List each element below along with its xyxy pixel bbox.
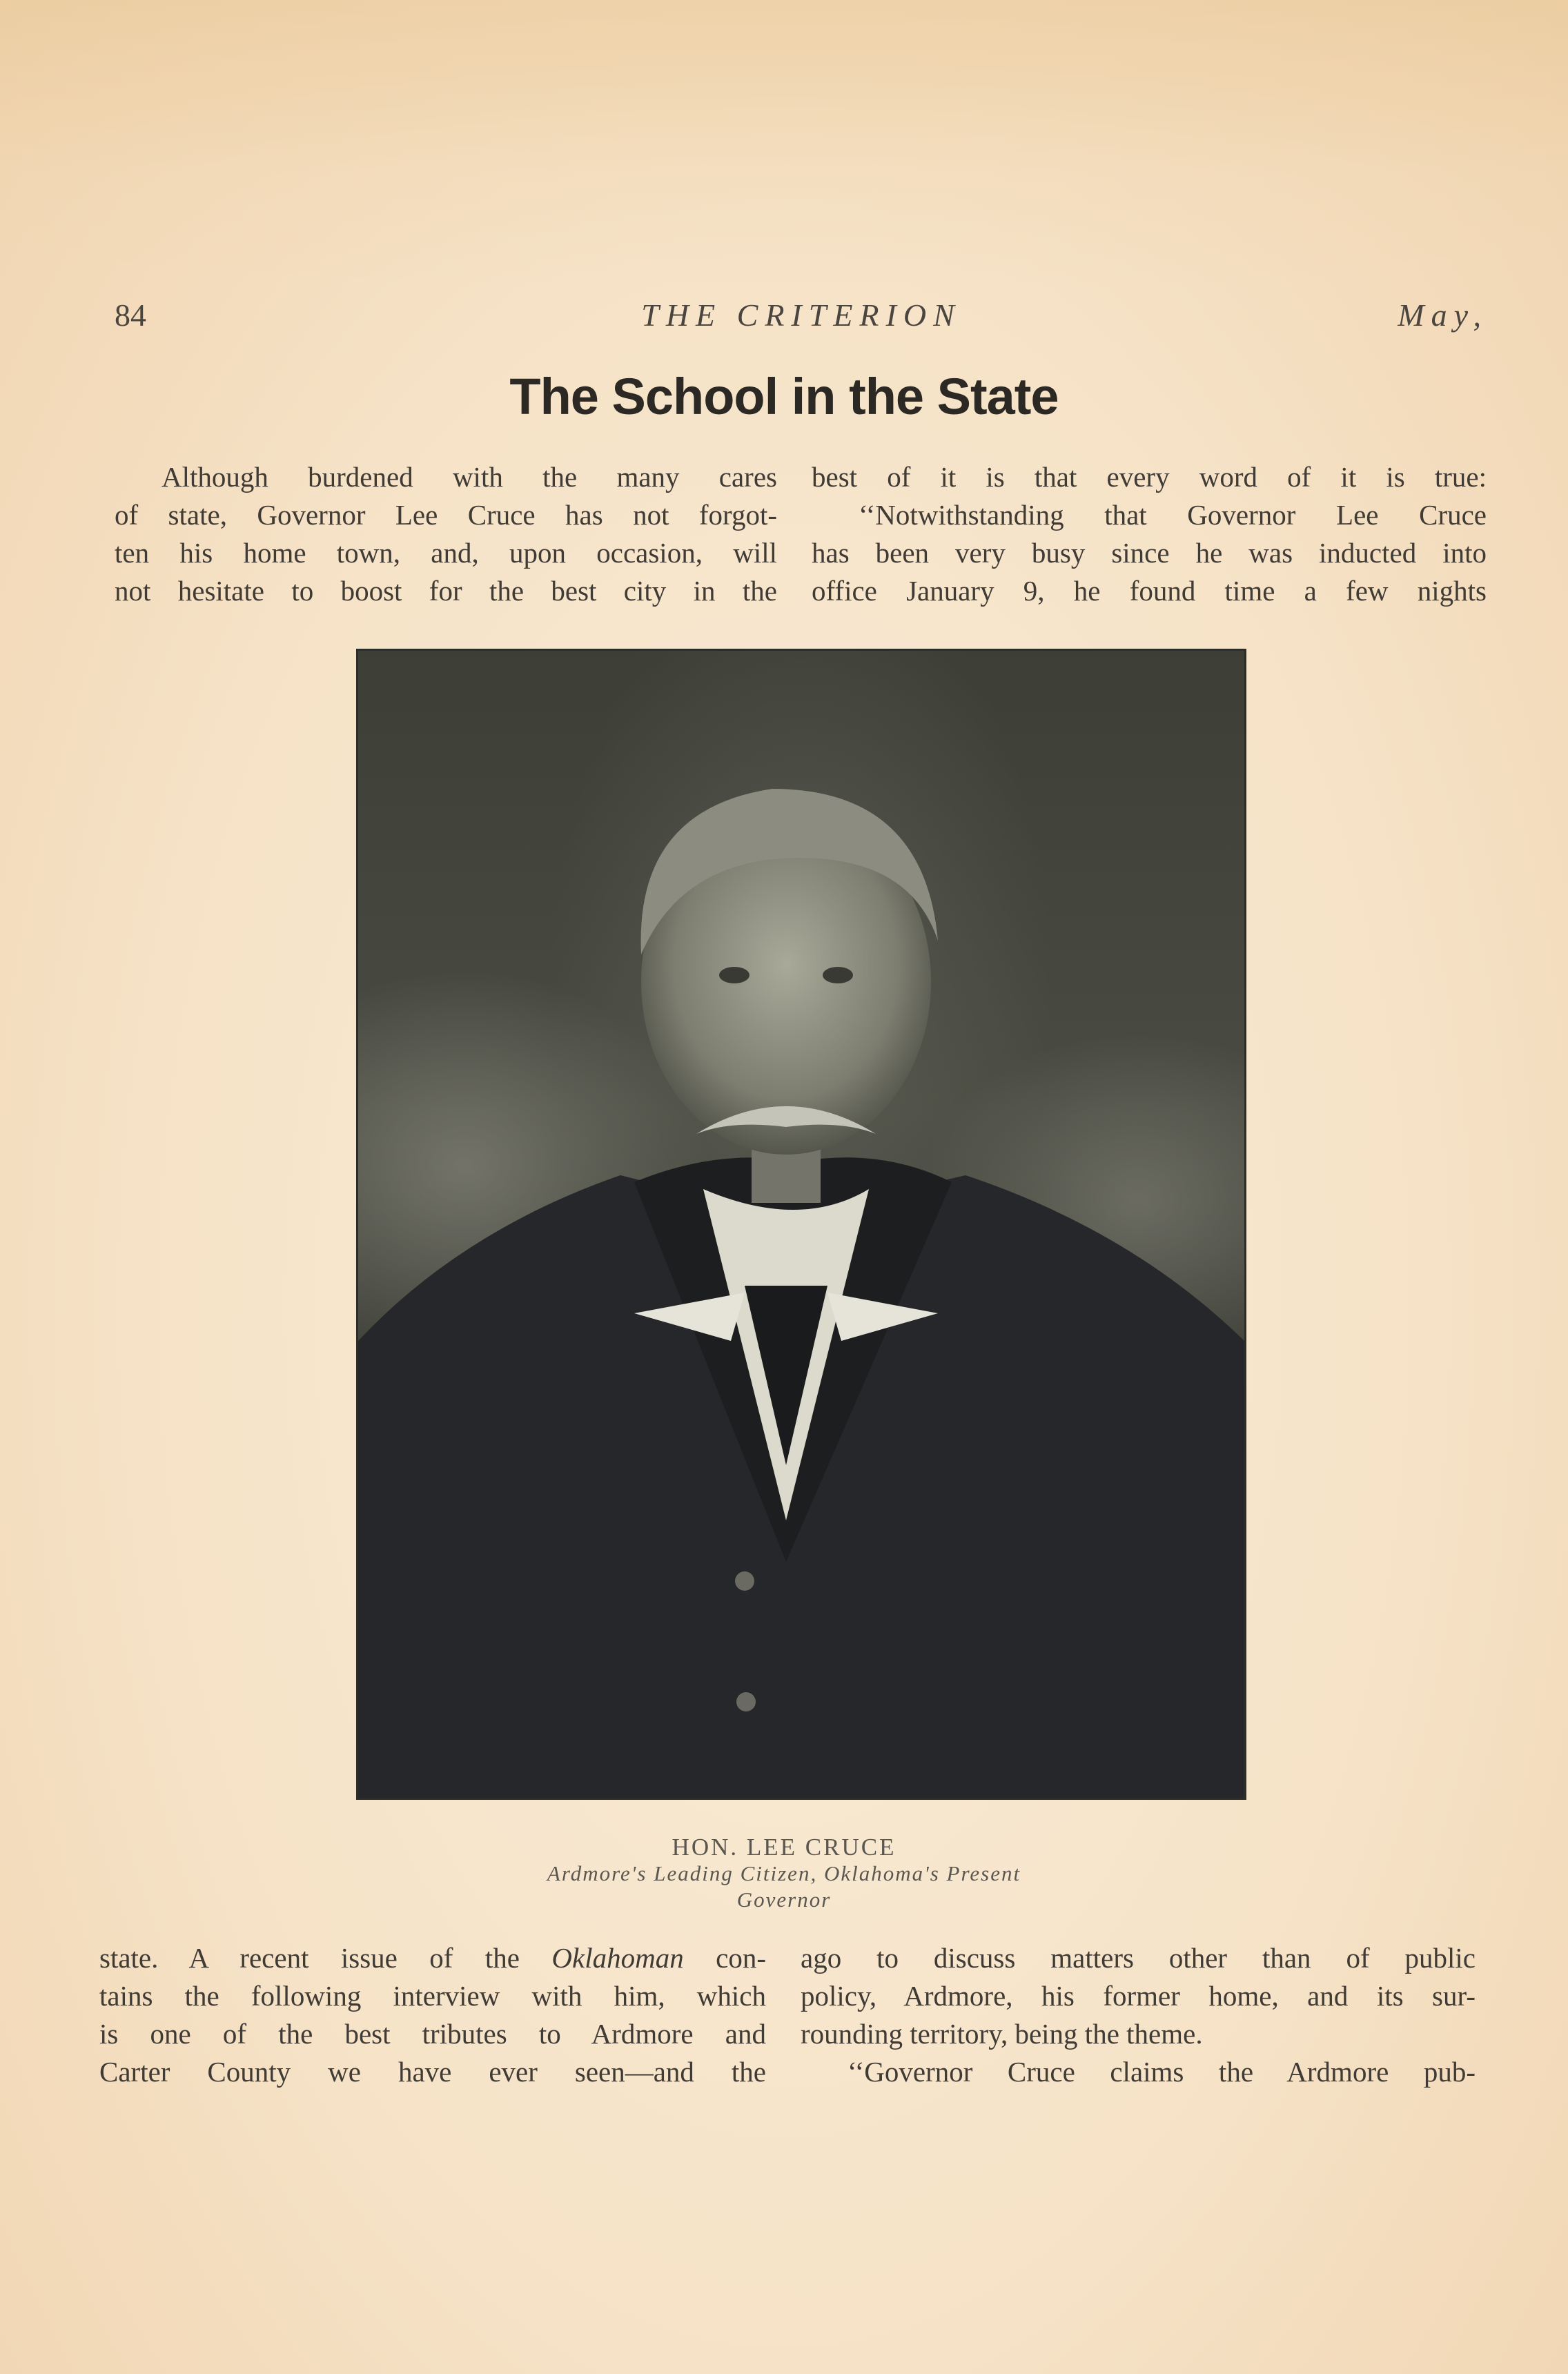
text-line: ‘‘Governor Cruce claims the Ardmore pub- <box>847 2056 1476 2088</box>
article-title: The School in the State <box>509 368 1059 425</box>
text-line: ‘‘Notwithstanding that Governor Lee Cruce <box>859 499 1487 531</box>
portrait-photo <box>356 649 1246 1800</box>
text-line: Carter County we have ever seen—and the <box>99 2056 766 2088</box>
bottom-right-column <box>801 1939 1476 2091</box>
page-number: 84 <box>115 297 146 333</box>
text-line <box>99 1939 766 1977</box>
text-line: best of it is that every word of it is true: <box>812 461 1487 493</box>
magazine-title: THE CRITERION <box>641 297 961 333</box>
text-line: is one of the best tributes to Ardmore and <box>99 2018 766 2050</box>
publication-name: Oklahoman <box>551 1942 684 1974</box>
running-header <box>115 297 1488 338</box>
text-line: ten his home town, and, upon occasion, will <box>115 537 777 569</box>
text-line: has been very busy since he was inducted into <box>812 537 1487 569</box>
top-right-column <box>812 458 1487 610</box>
text-run: con- <box>683 1942 766 1974</box>
text-line: of state, Governor Lee Cruce has not forgot- <box>115 499 777 531</box>
text-line: office January 9, he found time a few nights <box>812 575 1487 607</box>
photo-caption <box>0 1834 1568 1913</box>
text-line: tains the following interview with him, which <box>99 1980 766 2012</box>
bottom-left-column <box>99 1939 766 2091</box>
text-line: ago to discuss matters other than of public <box>801 1942 1476 1974</box>
caption-subtitle-line: Governor <box>736 1887 832 1912</box>
caption-name: HON. LEE CRUCE <box>672 1834 896 1861</box>
text-line: rounding territory, being the theme. <box>801 2018 1203 2050</box>
text-line: policy, Ardmore, his former home, and its sur- <box>801 1980 1476 2012</box>
text-line: Although burdened with the many cares <box>161 461 777 493</box>
issue-month: May, <box>1398 297 1488 333</box>
text-run: state. A recent issue of the <box>99 1942 552 1974</box>
caption-subtitle-line: Ardmore's Leading Citizen, Oklahoma's Present <box>547 1861 1021 1885</box>
top-left-column <box>115 458 777 610</box>
water-stain <box>0 0 1568 290</box>
portrait-illustration <box>358 651 1244 1798</box>
text-line: not hesitate to boost for the best city in the <box>115 575 777 607</box>
